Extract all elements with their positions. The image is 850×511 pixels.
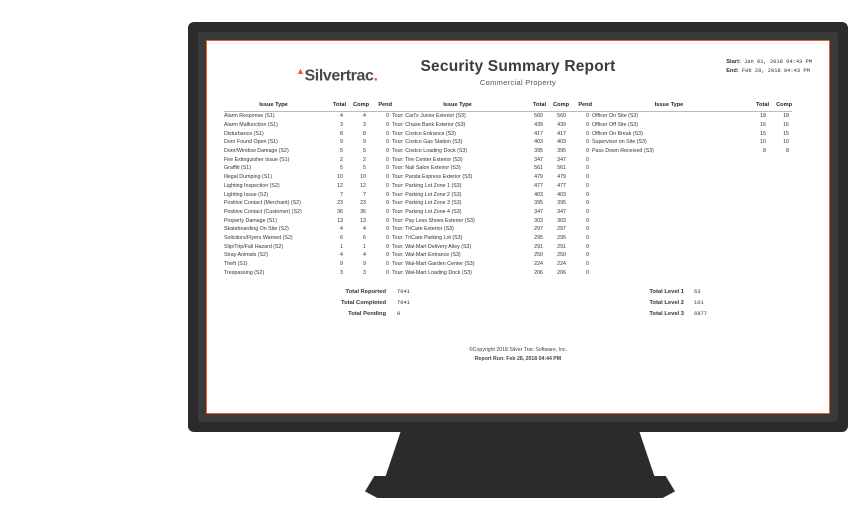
cell-pend: 0 xyxy=(586,122,589,129)
cell-issue-type: Fire Extinguisher Issue (S1) xyxy=(224,156,290,163)
cell-pend: 0 xyxy=(386,234,389,241)
cell-total: 8 xyxy=(763,148,766,155)
cell-issue-type: Officer Off Site (S3) xyxy=(592,122,639,129)
cell-total: 10 xyxy=(337,174,343,181)
cell-comp: 479 xyxy=(557,174,566,181)
cell-total: 2 xyxy=(340,156,343,163)
col-header-issue-type: Issue Type xyxy=(224,102,323,112)
cell-pend: 0 xyxy=(586,217,589,224)
cell-comp: 13 xyxy=(360,217,366,224)
cell-issue-type: Graffiti (S1) xyxy=(224,165,251,172)
cell-total: 18 xyxy=(760,113,766,120)
cell-total: 8 xyxy=(340,130,343,137)
cell-pend: 0 xyxy=(586,234,589,241)
cell-issue-type: Tour: Parking Lot Zone 4 (S3) xyxy=(392,208,462,215)
cell-issue-type: Tour: Pay Less Shoes Exterior (S3) xyxy=(392,217,475,224)
totals-value: 6877 xyxy=(694,311,707,318)
cell-pend: 0 xyxy=(386,130,389,137)
cell-pend: 0 xyxy=(386,208,389,215)
cell-comp: 18 xyxy=(783,113,789,120)
cell-comp: 403 xyxy=(557,139,566,146)
cell-issue-type: Tour: Carl's Junior Exterior (S3) xyxy=(392,113,466,120)
totals-label: Total Completed xyxy=(341,300,386,307)
cell-pend: 0 xyxy=(586,261,589,268)
cell-pend: 0 xyxy=(586,165,589,172)
cell-issue-type: Tour: Tire Center Exterior (S3) xyxy=(392,156,463,163)
cell-total: 3 xyxy=(340,122,343,129)
col-header-pend: Pend xyxy=(369,102,392,112)
cell-pend: 0 xyxy=(386,148,389,155)
cell-total: 417 xyxy=(534,130,543,137)
cell-comp: 477 xyxy=(557,182,566,189)
cell-comp: 439 xyxy=(557,122,566,129)
cell-total: 395 xyxy=(534,200,543,207)
cell-pend: 0 xyxy=(586,182,589,189)
cell-issue-type: Property Damage (S1) xyxy=(224,217,277,224)
cell-issue-type: Solicitors/Flyers Warned (S2) xyxy=(224,234,293,241)
cell-comp: 560 xyxy=(557,113,566,120)
cell-total: 250 xyxy=(534,252,543,259)
cell-total: 561 xyxy=(534,165,543,172)
cell-issue-type: Supervisor on Site (S3) xyxy=(592,139,647,146)
cell-issue-type: Tour: TriCare Parking Lot (S3) xyxy=(392,234,463,241)
cell-comp: 295 xyxy=(557,234,566,241)
cell-comp: 3 xyxy=(363,122,366,129)
cell-pend: 0 xyxy=(586,226,589,233)
cell-issue-type: Officer On Site (S3) xyxy=(592,113,639,120)
cell-total: 477 xyxy=(534,182,543,189)
cell-comp: 1 xyxy=(363,243,366,250)
col-header-issue-type: Issue Type xyxy=(392,102,523,112)
col-header-pend: Pend xyxy=(569,102,592,112)
cell-comp: 15 xyxy=(783,130,789,137)
footer-copyright: ©Copyright 2018 Silver Trac Software, Inc. xyxy=(468,347,568,354)
cell-comp: 9 xyxy=(363,139,366,146)
footer-report-run: Report Run: Feb 28, 2018 04:44 PM xyxy=(474,355,562,362)
monitor-screen xyxy=(206,40,830,414)
cell-comp: 395 xyxy=(557,148,566,155)
cell-pend: 0 xyxy=(586,269,589,276)
cell-comp: 36 xyxy=(360,208,366,215)
cell-comp: 561 xyxy=(557,165,566,172)
cell-comp: 4 xyxy=(363,226,366,233)
cell-pend: 0 xyxy=(386,122,389,129)
cell-comp: 291 xyxy=(557,243,566,250)
cell-pend: 0 xyxy=(386,243,389,250)
cell-issue-type: Tour: Wal-Mart Loading Dock (S3) xyxy=(392,269,472,276)
cell-total: 23 xyxy=(337,200,343,207)
cell-total: 347 xyxy=(534,156,543,163)
cell-issue-type: Tour: TriCare Exterior (S3) xyxy=(392,226,454,233)
monitor-stand-base xyxy=(365,476,675,498)
cell-issue-type: Tour: Chase Bank Exterior (S3) xyxy=(392,122,466,129)
cell-issue-type: Tour: Costco Entrance (S3) xyxy=(392,130,456,137)
cell-total: 303 xyxy=(534,217,543,224)
cell-comp: 417 xyxy=(557,130,566,137)
cell-pend: 0 xyxy=(386,139,389,146)
logo-mark-icon: ▲ xyxy=(296,66,305,76)
col-header-comp: Comp xyxy=(546,102,569,112)
cell-pend: 0 xyxy=(386,252,389,259)
cell-pend: 0 xyxy=(386,113,389,120)
cell-issue-type: Positive Contact (Merchant) (S2) xyxy=(224,200,301,207)
cell-pend: 0 xyxy=(586,148,589,155)
totals-value: 63 xyxy=(694,289,701,296)
page-subtitle: Commercial Property xyxy=(479,78,557,87)
col-header-total: Total xyxy=(323,102,346,112)
totals-label: Total Level 1 xyxy=(649,289,684,296)
cell-issue-type: Pass Down Received (S3) xyxy=(592,148,654,155)
cell-comp: 224 xyxy=(557,261,566,268)
cell-pend: 0 xyxy=(586,174,589,181)
cell-issue-type: Lighting Issue (S2) xyxy=(224,191,269,198)
cell-pend: 0 xyxy=(386,269,389,276)
cell-issue-type: Illegal Dumping (S1) xyxy=(224,174,272,181)
cell-total: 6 xyxy=(340,234,343,241)
totals-value: 0 xyxy=(397,311,401,318)
cell-total: 395 xyxy=(534,148,543,155)
cell-total: 479 xyxy=(534,174,543,181)
cell-comp: 5 xyxy=(363,165,366,172)
cell-pend: 0 xyxy=(586,208,589,215)
cell-comp: 8 xyxy=(786,148,789,155)
start-value: Jan 01, 2018 04:43 PM xyxy=(744,59,812,65)
cell-total: 4 xyxy=(340,113,343,120)
cell-total: 36 xyxy=(337,208,343,215)
cell-pend: 0 xyxy=(386,217,389,224)
cell-comp: 347 xyxy=(557,208,566,215)
cell-total: 206 xyxy=(534,269,543,276)
cell-comp: 403 xyxy=(557,191,566,198)
cell-issue-type: Tour: Parking Lot Zone 1 (S3) xyxy=(392,182,462,189)
cell-issue-type: Officer On Break (S3) xyxy=(592,130,643,137)
cell-issue-type: Alarm Malfunction (S1) xyxy=(224,122,278,129)
cell-comp: 23 xyxy=(360,200,366,207)
screen-accent-border xyxy=(206,40,830,414)
cell-total: 7 xyxy=(340,191,343,198)
cell-comp: 297 xyxy=(557,226,566,233)
cell-total: 403 xyxy=(534,139,543,146)
cell-issue-type: Tour: Nail Salon Exterior (S3) xyxy=(392,165,461,172)
cell-comp: 10 xyxy=(360,174,366,181)
cell-total: 5 xyxy=(340,165,343,172)
cell-comp: 4 xyxy=(363,113,366,120)
cell-issue-type: Stray Animals (S2) xyxy=(224,252,268,259)
cell-comp: 7 xyxy=(363,191,366,198)
cell-total: 224 xyxy=(534,261,543,268)
col-header-total: Total xyxy=(523,102,546,112)
cell-pend: 0 xyxy=(386,174,389,181)
cell-total: 5 xyxy=(340,148,343,155)
cell-issue-type: Door Found Open (S1) xyxy=(224,139,278,146)
cell-issue-type: Tour: Parking Lot Zone 2 (S3) xyxy=(392,191,462,198)
cell-total: 403 xyxy=(534,191,543,198)
cell-total: 291 xyxy=(534,243,543,250)
monitor-frame xyxy=(188,22,848,432)
col-header-comp: Comp xyxy=(769,102,792,112)
cell-pend: 0 xyxy=(586,243,589,250)
cell-total: 4 xyxy=(340,226,343,233)
totals-value: 101 xyxy=(694,300,704,307)
cell-total: 347 xyxy=(534,208,543,215)
cell-issue-type: Tour: Wal-Mart Garden Center (S3) xyxy=(392,261,475,268)
cell-issue-type: Positive Contact (Customer) (S2) xyxy=(224,208,302,215)
cell-issue-type: Alarm Response (S1) xyxy=(224,113,275,120)
cell-pend: 0 xyxy=(586,200,589,207)
cell-total: 560 xyxy=(534,113,543,120)
cell-issue-type: Tour: Panda Express Exterior (S3) xyxy=(392,174,473,181)
logo-text: Silvertrac xyxy=(304,67,374,85)
cell-pend: 0 xyxy=(386,182,389,189)
cell-pend: 0 xyxy=(386,165,389,172)
cell-issue-type: Tour: Wal-Mart Entrance (S3) xyxy=(392,252,461,259)
cell-issue-type: Theft (S1) xyxy=(224,261,248,268)
totals-label: Total Reported xyxy=(345,289,386,296)
cell-pend: 0 xyxy=(586,113,589,120)
start-label: Start: xyxy=(726,59,741,65)
cell-comp: 10 xyxy=(783,139,789,146)
totals-value: 7041 xyxy=(397,300,410,307)
cell-total: 1 xyxy=(340,243,343,250)
cell-total: 9 xyxy=(340,261,343,268)
cell-total: 4 xyxy=(340,252,343,259)
cell-pend: 0 xyxy=(586,191,589,198)
cell-issue-type: Door/Window Damage (S2) xyxy=(224,148,289,155)
logo-dot-icon: . xyxy=(373,67,378,85)
cell-comp: 6 xyxy=(363,234,366,241)
cell-comp: 395 xyxy=(557,200,566,207)
cell-pend: 0 xyxy=(386,261,389,268)
cell-total: 10 xyxy=(760,139,766,146)
cell-pend: 0 xyxy=(586,130,589,137)
cell-issue-type: Trespassing (S2) xyxy=(224,269,265,276)
cell-total: 9 xyxy=(340,139,343,146)
cell-pend: 0 xyxy=(586,156,589,163)
col-header-total: Total xyxy=(746,102,769,112)
cell-issue-type: Tour: Parking Lot Zone 3 (S3) xyxy=(392,200,462,207)
cell-comp: 2 xyxy=(363,156,366,163)
cell-total: 297 xyxy=(534,226,543,233)
cell-total: 3 xyxy=(340,269,343,276)
cell-pend: 0 xyxy=(386,226,389,233)
cell-total: 13 xyxy=(337,217,343,224)
cell-comp: 303 xyxy=(557,217,566,224)
cell-total: 16 xyxy=(760,122,766,129)
monitor-stand-neck xyxy=(385,430,655,478)
cell-pend: 0 xyxy=(386,200,389,207)
cell-comp: 16 xyxy=(783,122,789,129)
cell-issue-type: Tour: Costco Loading Dock (S3) xyxy=(392,148,468,155)
totals-label: Total Level 3 xyxy=(649,311,684,318)
cell-comp: 12 xyxy=(360,182,366,189)
totals-value: 7041 xyxy=(397,289,410,296)
cell-pend: 0 xyxy=(386,191,389,198)
cell-comp: 347 xyxy=(557,156,566,163)
cell-issue-type: Disturbance (S1) xyxy=(224,130,264,137)
cell-issue-type: Slip/Trip/Fall Hazard (S2) xyxy=(224,243,284,250)
cell-comp: 4 xyxy=(363,252,366,259)
cell-comp: 5 xyxy=(363,148,366,155)
col-header-comp: Comp xyxy=(346,102,369,112)
cell-issue-type: Skateboarding On Site (S2) xyxy=(224,226,289,233)
cell-comp: 3 xyxy=(363,269,366,276)
col-header-issue-type: Issue Type xyxy=(592,102,746,112)
cell-total: 439 xyxy=(534,122,543,129)
cell-total: 12 xyxy=(337,182,343,189)
cell-pend: 0 xyxy=(586,139,589,146)
cell-comp: 250 xyxy=(557,252,566,259)
cell-comp: 9 xyxy=(363,261,366,268)
cell-issue-type: Tour: Wal-Mart Delivery Alley (S3) xyxy=(392,243,472,250)
cell-pend: 0 xyxy=(386,156,389,163)
cell-issue-type: Tour: Costco Gas Station (S3) xyxy=(392,139,463,146)
cell-pend: 0 xyxy=(586,252,589,259)
cell-comp: 206 xyxy=(557,269,566,276)
end-label: End: xyxy=(726,67,739,74)
cell-total: 295 xyxy=(534,234,543,241)
cell-issue-type: Lighting Inspection (S2) xyxy=(224,182,280,189)
cell-comp: 8 xyxy=(363,130,366,137)
page-title: Security Summary Report xyxy=(420,58,616,75)
totals-label: Total Pending xyxy=(348,311,386,318)
totals-label: Total Level 2 xyxy=(649,300,684,307)
cell-total: 15 xyxy=(760,130,766,137)
end-value: Feb 28, 2018 04:43 PM xyxy=(741,67,810,74)
